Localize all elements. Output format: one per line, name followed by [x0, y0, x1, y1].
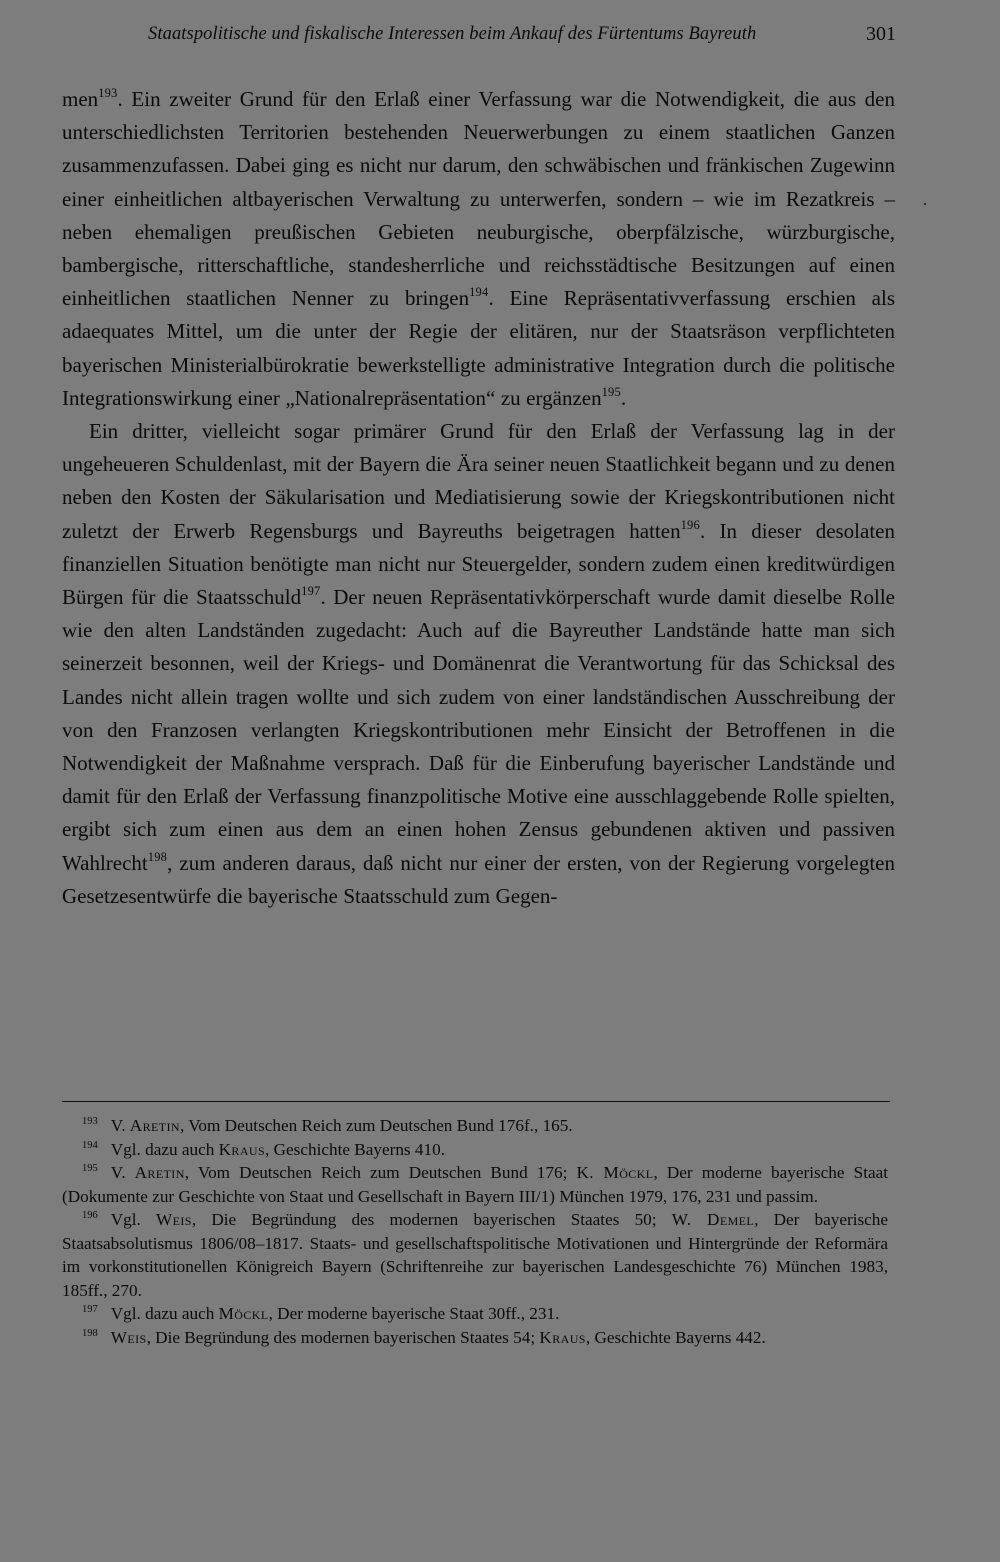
footnotes — [62, 1114, 888, 1349]
footnote-198 — [62, 1326, 888, 1350]
footnote-text: , Vom Deutschen Reich zum Deutschen Bund 176; — [184, 1163, 577, 1182]
paragraph-1-text-4: . — [620, 385, 627, 410]
footnote-text-2: , Geschichte Bayerns 442. — [585, 1327, 766, 1347]
footnote-ref-194[interactable]: 194 — [469, 285, 489, 300]
footnote-author-2: W. Demel — [671, 1210, 755, 1229]
footnote-number: 195 — [82, 1163, 98, 1174]
running-header — [148, 22, 896, 46]
footnote-prefix: Vgl. dazu auch — [110, 1139, 219, 1159]
footnote-number: 194 — [82, 1139, 98, 1151]
paragraph-2-text-4: , zum anderen daraus, daß nicht nur einer der ersten, von der Regierung vorgelegten Gesetzesentwürfe die bayerische Staatsschuld zum Gegen- — [62, 850, 895, 908]
footnote-author: Weis — [156, 1210, 192, 1229]
footnote-number: 193 — [82, 1116, 98, 1127]
scan-speck — [924, 203, 926, 205]
footnote-author-2: Kraus — [539, 1327, 586, 1347]
main-text — [62, 83, 895, 913]
page-number: 301 — [866, 23, 896, 45]
footnote-text: , Die Begründung des modernen bayerischen Staates 50; — [191, 1210, 672, 1229]
paragraph-2-text-3: . Der neuen Repräsentativkörperschaft wurde damit dieselbe Rolle wie den alten Landständen zugedacht: Auch auf die Bayreuther Landstände hatte man sich seinerzeit besonnen, weil der Kriegs- und Domänenrat die Verantwortung für das Schicksal des Landes nicht allein tragen wollte und sich zudem von einer landständischen Ausschreibung der von den Franzosen verlangten Kriegskontributionen mehr Einsicht der Betroffenen in die Notwendigkeit der Maßnahme versprach. Daß für die Einberufung bayerischer Landstände und damit für den Erlaß der Verfassung finanzpolitische Motive eine ausschlaggebende Rolle spielten, ergibt sich zum einen aus dem an einen hohen Zensus gebundenen aktiven und passiven Wahlrecht — [62, 585, 895, 875]
footnote-text-2: , Der bayerische Staatsabsolutismus 1806/08–1817. Staats- und gesellschaftspolitische Motivationen und Hintergründe der Reformära im vorkonstitutionellen Königreich Bayern (Schriftenreihe zur bayerischen Landesgeschichte 76) München 1983, 185ff., 270. — [62, 1210, 889, 1300]
paragraph-2 — [62, 415, 895, 913]
footnote-text-2: , Der moderne bayerische Staat (Dokumente zur Geschichte von Staat und Gesellschaft in Bayern III/1) München 1979, 176, 231 und passim. — [62, 1163, 889, 1206]
footnote-text: , Die Begründung des modernen bayerischen Staates 54; — [146, 1327, 540, 1347]
footnote-author-2: K. Möckl — [576, 1163, 654, 1182]
paragraph-1-text-3: . Eine Repräsentativverfassung erschien als adaequates Mittel, um die unter der Regie der elitären, nur der Staatsräson verpflichteten bayerischen Ministerialbürokratie bewerkstelligte administrative Integration durch die politische Integrationswirkung einer „Nationalrepräsentation“ zu ergänzen — [62, 286, 896, 410]
footnote-author: Weis — [110, 1327, 147, 1347]
footnote-195 — [62, 1161, 888, 1208]
footnote-ref-197[interactable]: 197 — [301, 584, 321, 599]
paragraph-1 — [62, 83, 895, 415]
footnote-author: V. Aretin — [110, 1163, 185, 1182]
footnote-194 — [62, 1138, 888, 1162]
paragraph-1-text-1: men — [62, 87, 99, 111]
footnote-separator-rule — [62, 1101, 890, 1102]
footnote-number: 196 — [82, 1210, 98, 1221]
footnote-prefix: Vgl. dazu auch — [110, 1304, 219, 1323]
running-header-title: Staatspolitische und fiskalische Interessen beim Ankauf des Fürtentums Bayreuth — [148, 24, 757, 44]
footnote-193 — [62, 1114, 888, 1138]
footnote-197 — [62, 1302, 888, 1326]
footnote-ref-193[interactable]: 193 — [98, 86, 118, 100]
paragraph-1-text-2: . Ein zweiter Grund für den Erlaß einer Verfassung war die Notwendigkeit, die aus den unterschiedlichsten Territorien bestehenden Neuerwerbungen zu einem staatlichen Ganzen zusammenzufassen. Dabei ging es nicht nur darum, den schwäbischen und fränkischen Zugewinn einer einheitlichen altbayerischen Verwaltung zu unterwerfen, sondern – wie im Rezatkreis – neben ehemaligen preußischen Gebieten neuburgische, oberpfälzische, würzburgische, bambergische, ritterschaftliche, standesherrliche und reichsstädtische Besitzungen auf einen einheitlichen staatlichen Nenner zu bringen — [62, 87, 895, 311]
footnote-ref-198[interactable]: 198 — [147, 849, 168, 864]
footnote-author: Kraus — [218, 1139, 266, 1159]
footnote-text: , Vom Deutschen Reich zum Deutschen Bund 176f., 165. — [179, 1116, 573, 1135]
footnote-text: , Der moderne bayerische Staat 30ff., 231. — [268, 1304, 560, 1323]
footnote-196 — [62, 1208, 888, 1302]
footnote-author: V. Aretin — [110, 1116, 180, 1135]
footnote-text: , Geschichte Bayerns 410. — [265, 1139, 445, 1159]
footnote-prefix: Vgl. — [110, 1210, 157, 1229]
footnote-ref-195[interactable]: 195 — [601, 384, 621, 399]
footnote-number: 197 — [82, 1304, 98, 1315]
footnote-author: Möckl — [218, 1304, 269, 1323]
paragraph-2-text-1: Ein dritter, vielleicht sogar primärer Grund für den Erlaß der Verfassung lag in der ungeheueren Schuldenlast, mit der Bayern die Ära seiner neuen Staatlichkeit begann und zu denen neben den Kosten der Säkularisation und Mediatisierung sowie der Kriegskontributionen nicht zuletzt der Erwerb Regensburgs und Bayreuths beigetragen hatten — [62, 419, 895, 543]
paragraph-2-text-2: . In dieser desolaten finanziellen Situation benötigte man nicht nur Steuergelder, sondern zudem einen kreditwürdigen Bürgen für die Staatsschuld — [62, 518, 895, 610]
footnote-ref-196[interactable]: 196 — [680, 517, 700, 532]
footnote-number: 198 — [82, 1327, 98, 1339]
